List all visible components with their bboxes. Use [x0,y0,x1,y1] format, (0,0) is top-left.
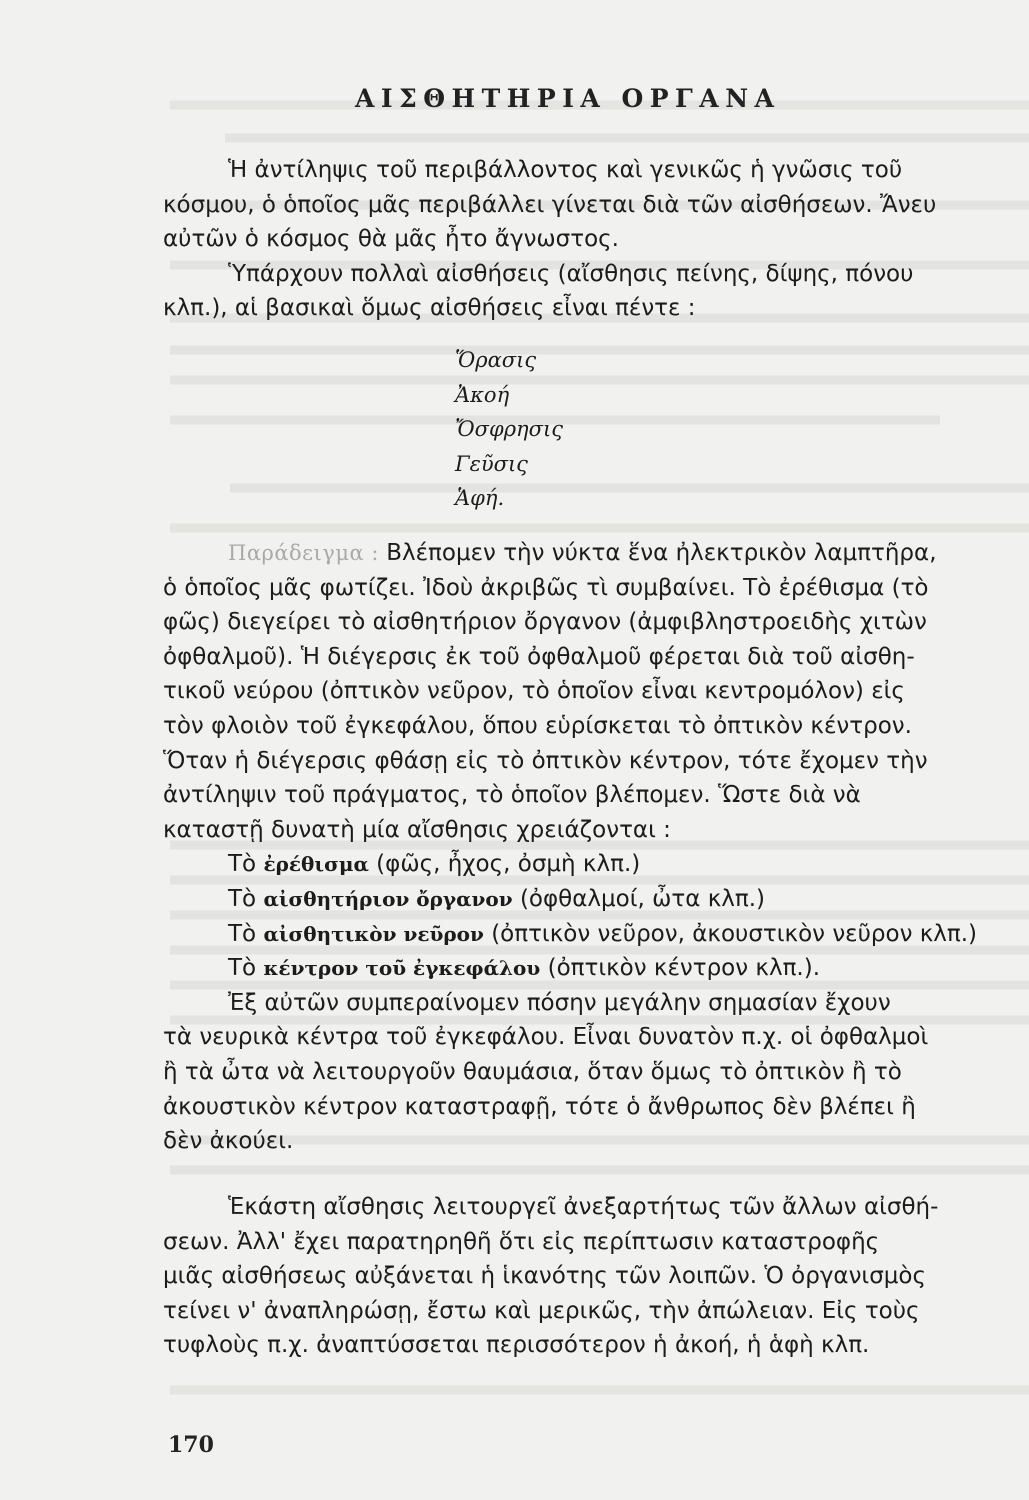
requirement-examples: (ὀπτικὸν νεῦρον, ἀκουστικὸν νεῦρον κλπ.) [491,920,978,947]
requirement-examples: (φῶς, ἦχος, ὀσμὴ κλπ.) [376,851,641,878]
text-line: κλπ.), αἱ βασικαὶ ὅμως αἰσθήσεις εἶναι πέντε : [163,295,696,322]
text-line: κόσμου, ὁ ὁποῖος μᾶς περιβάλλει γίνεται διὰ τῶν αἰσθήσεων. Ἄνευ [163,191,937,218]
requirement-line [163,951,1025,986]
text-line [163,536,1025,571]
text-line: καταστῇ δυνατὴ μία αἴσθησις χρειάζονται : [163,816,671,843]
requirement-term: αἰσθητήριον ὄργανον [263,886,513,911]
requirement-line [163,847,1025,882]
text-line: τικοῦ νεύρου (ὀπτικὸν νεῦρον, τὸ ὁποῖον εἶναι κεντρομόλον) εἰς [163,678,905,705]
text-line: Ἡ ἀντίληψις τοῦ περιβάλλοντος καὶ γενικῶς ἡ γνῶσις τοῦ [228,157,903,183]
requirement-line [163,917,1025,952]
requirement-prefix: Τὸ [228,851,257,878]
requirement-prefix: Τὸ [228,920,257,947]
requirement-term: αἰσθητικὸν νεῦρον [263,921,484,946]
requirement-prefix: Τὸ [228,955,257,982]
requirement-term: ἐρέθισμα [263,852,369,877]
text-line: δὲν ἀκούει. [163,1128,294,1155]
text-line: Ἐξ αὐτῶν συμπεραίνομεν πόσην μεγάλην σημασίαν ἔχουν [228,989,891,1016]
intro-paragraphs [163,153,1025,326]
text-line: Ἑκάστη αἴσθησις λειτουργεῖ ἀνεξαρτήτως τῶν ἄλλων αἰσθή- [228,1194,939,1220]
text-line: ἀντίληψιν τοῦ πράγματος, τὸ ὁποῖον βλέπομεν. Ὥστε διὰ νὰ [163,782,861,809]
text-line: Ὅταν ἡ διέγερσις φθάσῃ εἰς τὸ ὀπτικὸν κέντρον, τότε ἔχομεν τὴν [163,747,928,774]
text-line: σεων. Ἀλλ' ἔχει παρατηρηθῆ ὅτι εἰς περίπτωσιν καταστροφῆς [163,1228,880,1255]
sense-item: Ἁφή. [455,486,505,510]
example-first-line: Βλέπομεν τὴν νύκτα ἕνα ἠλεκτρικὸν λαμπτῆρα, [386,540,937,566]
senses-list [455,343,563,516]
sense-item: Γεῦσις [455,451,528,476]
text-line: ἢ τὰ ὦτα νὰ λειτουργοῦν θαυμάσια, ὅταν ὅμως τὸ ὀπτικὸν ἢ τὸ [163,1058,902,1085]
sense-item: Ἀκοή [455,382,510,407]
text-line: φῶς) διεγείρει τὸ αἰσθητήριον ὄργανον (ἀμφιβληστροειδὴς χιτὼν [163,609,927,636]
example-label: Παράδειγμα : [228,541,379,565]
text-line: τυφλοὺς π.χ. ἀναπτύσσεται περισσότερον ἡ ἀκοή, ἡ ἁφὴ κλπ. [163,1332,870,1359]
example-paragraph [163,536,1025,1159]
text-line: ἀκουστικὸν κέντρον καταστραφῇ, τότε ὁ ἄνθρωπος δὲν βλέπει ἢ [163,1093,916,1120]
requirement-prefix: Τὸ [228,885,257,912]
requirement-line [163,882,1025,917]
text-line: τὰ νευρικὰ κέντρα τοῦ ἐγκεφάλου. Εἶναι δυνατὸν π.χ. οἱ ὀφθαλμοὶ [163,1024,929,1051]
requirement-examples: (ὀπτικὸν κέντρον κλπ.). [547,955,821,982]
page-number: 170 [168,1432,214,1458]
text-line: αὐτῶν ὁ κόσμος θὰ μᾶς ἦτο ἄγνωστος. [163,226,619,253]
text-line: Ὑπάρχουν πολλαὶ αἰσθήσεις (αἴσθησις πείνης, δίψης, πόνου [228,260,914,287]
text-line: τὸν φλοιὸν τοῦ ἐγκεφάλου, ὅπου εὑρίσκεται τὸ ὀπτικὸν κέντρον. [163,712,912,739]
requirement-examples: (ὀφθαλμοί, ὦτα κλπ.) [519,885,765,912]
text-line: ὀφθαλμοῦ). Ἡ διέγερσις ἐκ τοῦ ὀφθαλμοῦ φέρεται διὰ τοῦ αἰσθη- [163,643,915,670]
page-title: ΑΙΣΘΗΤΗΡΙΑ ΟΡΓΑΝΑ [355,84,781,113]
text-line: τείνει ν' ἀναπληρώσῃ, ἔστω καὶ μερικῶς, τὴν ἀπώλειαν. Εἰς τοὺς [163,1297,920,1324]
final-paragraph [163,1190,1025,1363]
sense-item: Ὅρασις [455,348,537,372]
requirement-term: κέντρον τοῦ ἐγκεφάλου [263,956,541,981]
text-line: μιᾶς αἰσθήσεως αὐξάνεται ἡ ἱκανότης τῶν λοιπῶν. Ὁ ὀργανισμὸς [163,1263,926,1290]
text-line: ὁ ὁποῖος μᾶς φωτίζει. Ἰδοὺ ἀκριβῶς τὶ συμβαίνει. Τὸ ἐρέθισμα (τὸ [163,574,929,601]
sense-item: Ὄσφρησις [455,417,563,441]
